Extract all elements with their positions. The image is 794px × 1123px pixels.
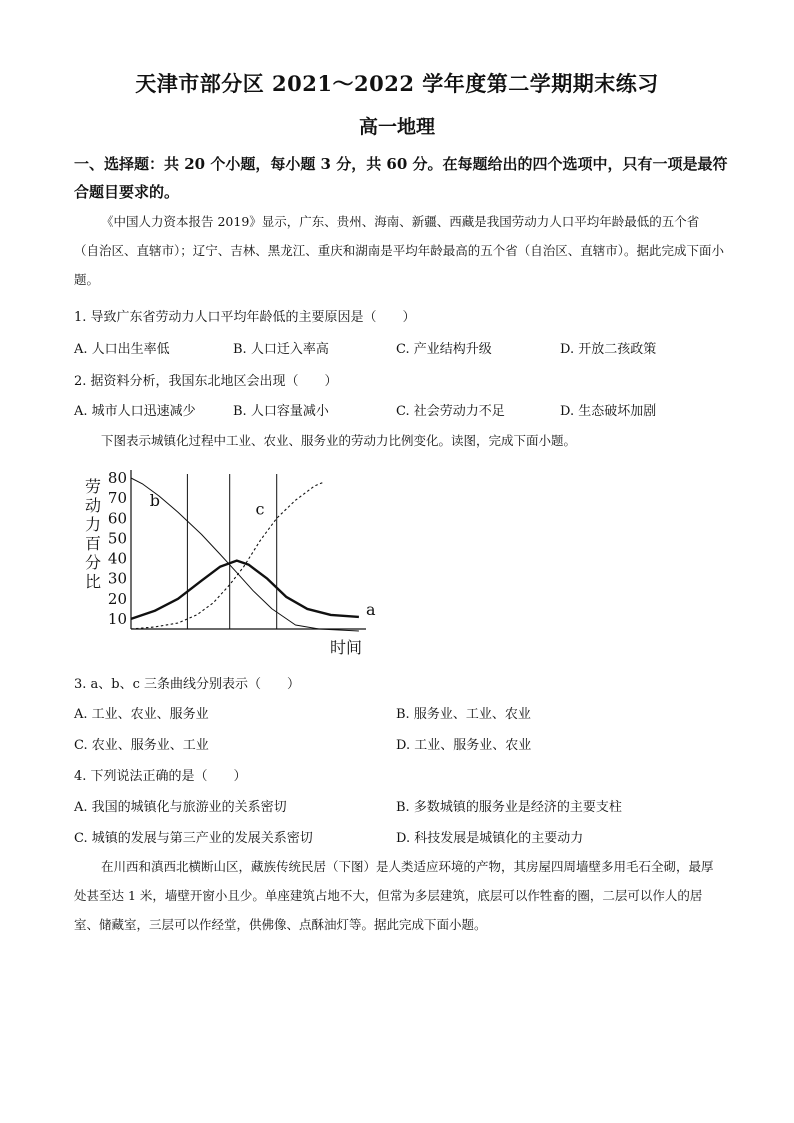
page-title: 天津市部分区 2021～2022 学年度第二学期期末练习 (135, 71, 659, 96)
y-tick-label: 30 (107, 569, 127, 588)
y-axis-label-char: 百 (84, 534, 102, 553)
question-4-stem: 4. 下列说法正确的是（ ） (74, 769, 247, 784)
y-tick-label: 10 (107, 609, 127, 628)
q4-option-b[interactable]: B. 多数城镇的服务业是经济的主要支柱 (396, 800, 622, 815)
q1-option-c[interactable]: C. 产业结构升级 (396, 342, 492, 357)
question-4-options (74, 796, 734, 816)
series-label-a: a (366, 599, 376, 619)
question-3-options (74, 703, 734, 723)
labor-share-chart (76, 466, 376, 666)
y-axis-label-char: 比 (84, 572, 102, 591)
q4-option-d[interactable]: D. 科技发展是城镇化的主要动力 (396, 831, 584, 846)
y-axis-label-char: 劳 (84, 477, 102, 496)
y-tick-label: 20 (107, 589, 127, 608)
y-tick-label: 40 (107, 549, 127, 568)
q1-option-d[interactable]: D. 开放二孩政策 (560, 342, 657, 357)
page-subtitle: 高一地理 (358, 116, 435, 138)
y-axis-label-char: 分 (84, 553, 102, 572)
question-3-options-row2 (74, 734, 734, 754)
y-axis-label-char: 动 (84, 496, 102, 515)
y-tick-label: 80 (107, 469, 127, 488)
question-2-options (74, 400, 734, 420)
q4-option-c[interactable]: C. 城镇的发展与第三产业的发展关系密切 (74, 831, 313, 846)
y-tick-label: 60 (107, 509, 127, 528)
series-label-c: c (255, 499, 265, 519)
q3-option-b[interactable]: B. 服务业、工业、农业 (396, 707, 531, 722)
y-axis-label-char: 力 (84, 515, 102, 534)
series-label-b: b (149, 491, 161, 511)
q3-option-d[interactable]: D. 工业、服务业、农业 (396, 738, 532, 753)
passage-3: 在川西和滇西北横断山区，藏族传统民居（下图）是人类适应环境的产物，其房屋四周墙壁多用毛石全砌，最厚处甚至达 1 米，墙壁开窗小且少。单座建筑占地不大，但常为多层建筑，底层可以作牲畜的圈，二层可以作人的居室、储藏室，三层可以作经堂，供佛像、点酥油灯等。据此完成下面小题。 (74, 859, 714, 932)
question-4-options-row2 (74, 827, 734, 847)
passage-2: 下图表示城镇化过程中工业、农业、服务业的劳动力比例变化。读图，完成下面小题。 (101, 433, 577, 448)
question-1-options (74, 338, 734, 358)
series-line-a (131, 561, 359, 619)
q2-option-c[interactable]: C. 社会劳动力不足 (396, 404, 505, 419)
series-line-b (131, 478, 359, 631)
q3-option-a[interactable]: A. 工业、农业、服务业 (74, 707, 209, 722)
q3-option-c[interactable]: C. 农业、服务业、工业 (74, 738, 209, 753)
question-1-stem: 1. 导致广东省劳动力人口平均年龄低的主要原因是（ ） (74, 310, 416, 325)
q1-option-b[interactable]: B. 人口迁入率高 (233, 342, 329, 357)
question-2-stem: 2. 据资料分析，我国东北地区会出现（ ） (74, 374, 338, 389)
passage-1: 《中国人力资本报告 2019》显示，广东、贵州、海南、新疆、西藏是我国劳动力人口平均年龄最低的五个省（自治区、直辖市）；辽宁、吉林、黑龙江、重庆和湖南是平均年龄最高的五个省（自治区、直辖市）。据此完成下面小题。 (74, 214, 725, 287)
x-axis-label: 时间 (329, 638, 363, 657)
y-tick-label: 50 (107, 529, 127, 548)
section-instruction: 一、选择题：共 20 个小题，每小题 3 分，共 60 分。在每题给出的四个选项中，只有一项是最符合题目要求的。 (74, 155, 728, 201)
q1-option-a[interactable]: A. 人口出生率低 (74, 342, 170, 357)
q2-option-b[interactable]: B. 人口容量减小 (233, 404, 329, 419)
question-3-stem: 3. a、b、c 三条曲线分别表示（ ） (74, 677, 301, 692)
y-tick-label: 70 (107, 489, 127, 508)
q4-option-a[interactable]: A. 我国的城镇化与旅游业的关系密切 (74, 800, 287, 815)
q2-option-d[interactable]: D. 生态破坏加剧 (560, 404, 657, 419)
q2-option-a[interactable]: A. 城市人口迅速减少 (74, 404, 196, 419)
